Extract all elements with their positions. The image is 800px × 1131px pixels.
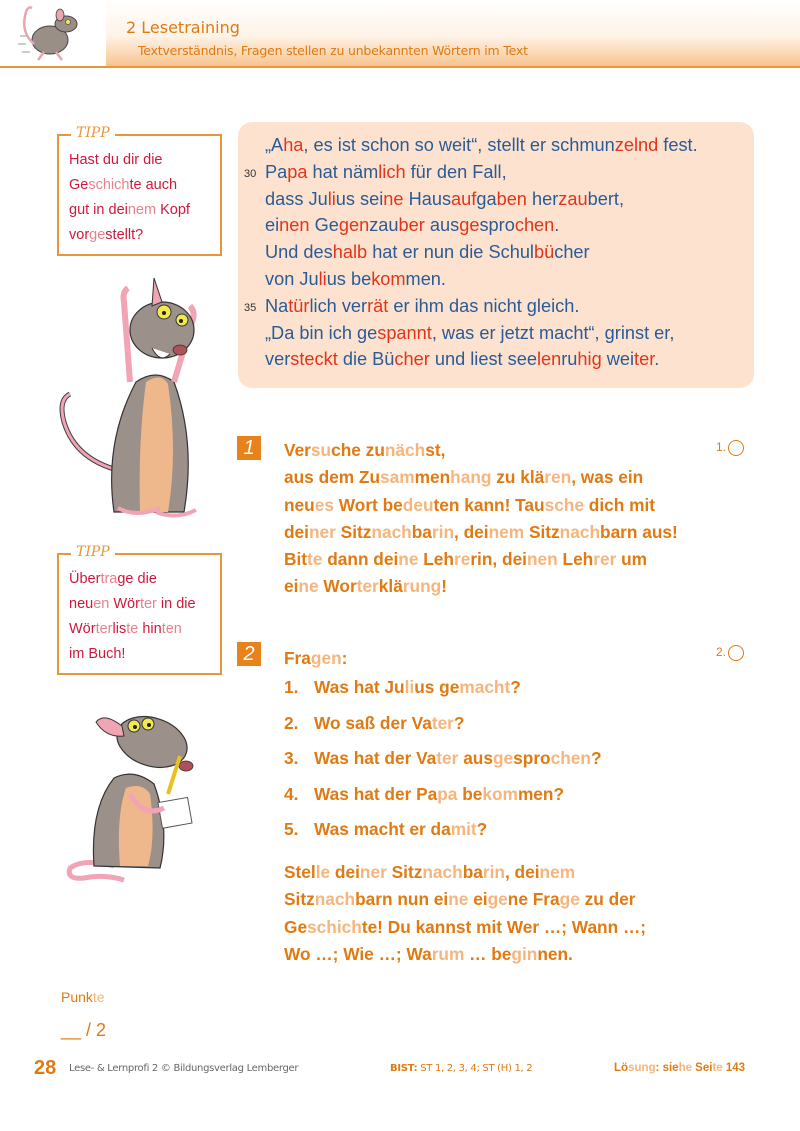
instruction-line <box>284 889 646 916</box>
bist-value: ST 1, 2, 3, 4; ST (H) 1, 2 <box>417 1063 533 1074</box>
syllable-segment: ei <box>468 889 488 910</box>
syllable-segment: us be <box>326 269 372 289</box>
task-1-score[interactable] <box>716 440 744 456</box>
story-line <box>265 269 446 290</box>
story-line <box>265 189 624 210</box>
syllable-segment: rung <box>402 576 442 597</box>
syllable-segment: im Buch! <box>69 646 126 662</box>
syllable-segment: Leh <box>418 549 454 570</box>
syllable-segment: rin <box>431 521 455 542</box>
syllable-segment: ner <box>308 521 336 542</box>
syllable-segment: er ihm das nicht gleich. <box>388 295 580 316</box>
story-line <box>265 215 559 236</box>
syllable-segment: Wör <box>69 621 96 637</box>
syllable-segment: ru <box>561 349 578 370</box>
syllable-segment: Kopf <box>156 202 190 218</box>
syllable-segment: in die <box>156 596 196 612</box>
syllable-segment: ba <box>462 862 483 882</box>
syllable-segment: nach <box>371 521 412 542</box>
syllable-segment: men. <box>405 269 446 289</box>
syllable-segment: dei <box>284 521 309 542</box>
score-circle-icon[interactable] <box>728 440 744 456</box>
syllable-segment: ter <box>139 596 157 612</box>
syllable-segment: aus <box>458 748 493 768</box>
syllable-segment: zu der <box>579 889 636 910</box>
instruction-line <box>284 576 678 603</box>
tipp-line <box>69 173 214 198</box>
story-text-box <box>238 122 754 388</box>
syllable-segment: Lö <box>614 1062 629 1074</box>
syllable-segment: gin <box>511 943 538 964</box>
syllable-segment: ner <box>359 862 387 882</box>
syllable-segment: sam <box>380 467 415 488</box>
syllable-segment: … be <box>464 943 512 964</box>
syllable-segment: ? <box>510 677 521 697</box>
syllable-segment: gen <box>338 215 370 236</box>
solution-reference <box>614 1062 745 1074</box>
syllable-segment: Sitz <box>335 521 372 542</box>
syllable-segment: „A <box>265 135 284 155</box>
question-number: 1. <box>284 677 299 697</box>
syllable-segment: Fra <box>284 648 311 668</box>
points-label <box>61 989 105 1005</box>
syllable-segment: re <box>453 549 471 570</box>
syllable-segment: Was macht er da <box>314 819 451 839</box>
syllable-segment: hin <box>138 621 162 637</box>
syllable-segment: barn nun ei <box>355 889 449 910</box>
writing-mouse-illustration <box>64 698 214 888</box>
syllable-segment: : sie <box>655 1062 679 1074</box>
points-value: __ / 2 <box>61 1020 107 1040</box>
syllable-segment: kom <box>371 269 406 289</box>
chapter-title: 2 Lesetraining <box>126 18 240 37</box>
syllable-segment: ge <box>559 889 580 910</box>
line-number: 35 <box>244 301 257 314</box>
syllable-segment: Wo saß der Va <box>314 712 432 733</box>
syllable-segment: neu <box>69 596 94 612</box>
task-2-score[interactable] <box>716 645 744 661</box>
syllable-segment: hat näm <box>307 161 379 182</box>
syllable-segment: Punk <box>61 989 93 1005</box>
task-2-score-label: 2. <box>716 645 727 660</box>
story-line <box>265 135 698 156</box>
syllable-segment: zau <box>558 188 588 209</box>
instruction-line <box>284 549 678 576</box>
tipp-text <box>69 148 214 248</box>
syllable-segment: steckt <box>290 349 338 370</box>
running-mouse-icon <box>6 2 102 64</box>
task-2-instruction <box>284 862 646 971</box>
syllable-segment: te <box>712 1062 723 1074</box>
syllable-segment: klä <box>378 576 403 597</box>
syllable-segment: die Bü <box>337 349 395 370</box>
syllable-segment: hang <box>450 467 492 488</box>
syllable-segment: her <box>526 188 559 209</box>
syllable-segment: ? <box>476 819 488 839</box>
syllable-segment: zau <box>369 215 399 236</box>
instruction-line <box>284 522 678 549</box>
story-line <box>265 296 579 317</box>
syllable-segment: li <box>327 188 336 209</box>
question-number: 3. <box>284 748 299 768</box>
syllable-segment: men? <box>517 783 565 804</box>
task-number-badge-2: 2 <box>237 642 261 666</box>
syllable-segment: ne <box>448 889 469 910</box>
page-number: 28 <box>34 1057 57 1079</box>
syllable-segment: ei <box>284 576 299 597</box>
story-line <box>265 162 507 183</box>
syllable-segment: ge <box>492 748 514 768</box>
syllable-segment: ten kann! Tau <box>433 494 545 515</box>
syllable-segment: tra <box>100 571 118 587</box>
syllable-segment: te! Du kannst mit Wer …; Wann …; <box>361 916 646 937</box>
syllable-segment: Hast du dir die <box>69 152 163 168</box>
syllable-segment: te <box>92 989 105 1005</box>
task-1-score-label: 1. <box>716 440 727 455</box>
syllable-segment: für den Fall, <box>405 161 507 182</box>
syllable-segment: Bit <box>284 549 308 570</box>
syllable-segment: nem <box>127 202 157 218</box>
instruction-line <box>284 944 646 971</box>
syllable-segment: Wort be <box>333 494 403 515</box>
syllable-segment: Ge <box>69 177 89 193</box>
tipp-line <box>69 567 214 592</box>
syllable-segment: Wo …; Wie …; Wa <box>284 943 432 964</box>
syllable-segment: dass Ju <box>265 188 328 209</box>
syllable-segment: chen <box>514 215 555 236</box>
syllable-segment: gut in dei <box>69 202 128 218</box>
syllable-segment: ter <box>356 576 379 597</box>
syllable-segment: schich <box>88 177 130 193</box>
tipp-line <box>69 642 214 667</box>
syllable-segment: nem <box>488 521 525 542</box>
syllable-segment: „Da bin ich ge <box>265 322 378 343</box>
syllable-segment: hig <box>577 349 602 370</box>
syllable-segment: Sitz <box>284 889 315 910</box>
syllable-segment: deu <box>402 494 434 515</box>
syllable-segment: dei <box>330 862 360 882</box>
syllable-segment: 143 <box>722 1062 746 1074</box>
syllable-segment: Leh <box>557 549 594 570</box>
syllable-segment: hat er nun die Schul <box>367 242 534 263</box>
syllable-segment: lis <box>112 621 127 637</box>
syllable-segment: um <box>616 549 648 570</box>
header-divider <box>0 66 800 68</box>
syllable-segment: te <box>307 549 323 570</box>
syllable-segment: be <box>457 783 483 804</box>
syllable-segment: es <box>314 494 334 515</box>
syllable-segment: schich <box>307 916 362 937</box>
syllable-segment: le <box>315 862 331 882</box>
syllable-segment: us ge <box>414 677 460 697</box>
syllable-segment: sung <box>628 1062 656 1074</box>
instruction-line <box>284 467 678 494</box>
syllable-segment: die <box>133 571 157 587</box>
instruction-line <box>284 862 646 889</box>
syllable-segment: Wor <box>318 576 357 597</box>
syllable-segment: te <box>126 621 139 637</box>
syllable-segment: en <box>93 596 110 612</box>
tipp-line <box>69 148 214 173</box>
story-line <box>265 323 674 344</box>
syllable-segment: Sitz <box>524 521 560 542</box>
syllable-segment: rin, dei <box>470 549 527 570</box>
question-item <box>284 748 602 784</box>
syllable-segment: Ver <box>284 440 311 460</box>
syllable-segment: nach <box>422 862 463 882</box>
syllable-segment: ha <box>283 135 304 155</box>
syllable-segment: zelnd <box>614 135 659 155</box>
syllable-segment: rum <box>431 943 465 964</box>
syllable-segment: . <box>654 349 660 370</box>
syllable-segment: nen. <box>537 943 573 964</box>
syllable-segment: Ge <box>309 215 339 236</box>
tipp-line <box>69 223 214 248</box>
syllable-segment: Über <box>69 571 101 587</box>
syllable-segment: aus dem Zu <box>284 467 381 488</box>
syllable-segment: macht <box>459 677 511 697</box>
question-number: 5. <box>284 819 299 839</box>
syllable-segment: lich <box>378 161 406 182</box>
syllable-segment: fest. <box>658 135 698 155</box>
tipp-label: TIPP <box>71 125 115 141</box>
syllable-segment: ne Fra <box>507 889 560 910</box>
syllable-segment: rer <box>593 549 617 570</box>
syllable-segment: bü <box>533 242 555 263</box>
syllable-segment: wei <box>601 349 635 370</box>
syllable-segment: li <box>404 677 415 697</box>
syllable-segment: kom <box>482 783 518 804</box>
bist-standards <box>390 1063 532 1074</box>
syllable-segment: sche <box>544 494 584 515</box>
question-item <box>284 713 602 749</box>
question-number: 4. <box>284 783 299 804</box>
syllable-segment: li <box>318 269 327 289</box>
question-number: 2. <box>284 712 299 733</box>
score-circle-icon[interactable] <box>728 645 744 661</box>
syllable-segment: , dei <box>504 862 540 882</box>
syllable-segment: cher <box>394 349 430 370</box>
syllable-segment: , es ist schon so weit“, stellt er schmun <box>303 135 615 155</box>
syllable-segment: , was er jetzt macht“, grinst er, <box>431 322 675 343</box>
instruction-line <box>284 440 678 467</box>
syllable-segment: ba <box>411 521 432 542</box>
tipp-box-1 <box>57 125 222 256</box>
syllable-segment: lich ver <box>309 295 368 316</box>
question-item <box>284 784 602 820</box>
syllable-segment: cher <box>554 242 590 263</box>
syllable-segment: ne <box>298 576 319 597</box>
syllable-segment: Ge <box>284 916 308 937</box>
page-header <box>0 0 800 68</box>
syllable-segment: gen <box>310 648 342 668</box>
syllable-segment: ! <box>441 576 447 597</box>
syllable-segment: ge <box>117 571 134 587</box>
syllable-segment: ? <box>453 712 465 733</box>
syllable-segment: . <box>554 215 560 236</box>
syllable-segment: te auch <box>129 177 178 193</box>
syllable-segment: , dei <box>454 521 489 542</box>
syllable-segment: ver <box>265 349 291 370</box>
syllable-segment: us sei <box>335 188 384 209</box>
syllable-segment: st, <box>425 440 446 460</box>
syllable-segment: he <box>678 1062 692 1074</box>
task-2-heading <box>284 648 347 669</box>
scared-mouse-illustration <box>56 272 226 524</box>
syllable-segment: Sei <box>691 1062 713 1074</box>
syllable-segment: Haus <box>403 188 452 209</box>
syllable-segment: nach <box>559 521 601 542</box>
syllable-segment: rät <box>367 295 389 316</box>
tipp-line <box>69 198 214 223</box>
syllable-segment: chen <box>550 748 591 768</box>
syllable-segment: nem <box>539 862 576 882</box>
syllable-segment: pa <box>287 161 308 182</box>
syllable-segment: ren <box>544 467 572 488</box>
syllable-segment: Was hat Ju <box>314 677 405 697</box>
syllable-segment: ter <box>436 748 459 768</box>
syllable-segment: ne <box>398 549 419 570</box>
tipp-text <box>69 567 214 667</box>
syllable-segment: : <box>341 648 348 668</box>
task-1-instruction <box>284 440 678 604</box>
syllable-segment: dann dei <box>322 549 399 570</box>
syllable-segment: Wör <box>109 596 140 612</box>
publisher-credit: Lese- & Lernprofi 2 © Bildungsverlag Lemberger <box>69 1063 299 1074</box>
syllable-segment: pa <box>437 783 458 804</box>
syllable-segment: su <box>310 440 332 460</box>
task-number-badge-1: 1 <box>237 436 261 460</box>
syllable-segment: ben <box>496 188 527 209</box>
syllable-segment: ei <box>265 215 280 236</box>
story-line <box>265 242 590 263</box>
bist-label: BIST: <box>390 1063 418 1074</box>
syllable-segment: Pa <box>265 161 288 182</box>
syllable-segment: und liest see <box>429 349 537 370</box>
syllable-segment: ? <box>590 748 602 768</box>
syllable-segment: men <box>414 467 451 488</box>
syllable-segment: barn aus! <box>600 521 678 542</box>
syllable-segment: ge <box>89 227 106 243</box>
question-list <box>284 677 602 855</box>
line-number: 30 <box>244 167 257 180</box>
syllable-segment: halb <box>332 242 368 263</box>
syllable-segment: che zu <box>331 440 385 460</box>
instruction-line <box>284 495 678 522</box>
syllable-segment: rin <box>482 862 505 882</box>
syllable-segment: Was hat der Va <box>314 748 437 768</box>
syllable-segment: von Ju <box>265 269 319 289</box>
tipp-line <box>69 617 214 642</box>
syllable-segment: ten <box>161 621 182 637</box>
page-footer <box>0 1055 800 1079</box>
syllable-segment: ter <box>634 349 655 370</box>
tipp-label: TIPP <box>71 544 115 560</box>
syllable-segment: mit <box>450 819 477 839</box>
syllable-segment: ter <box>431 712 454 733</box>
syllable-segment: bert, <box>587 188 625 209</box>
syllable-segment: ter <box>95 621 113 637</box>
syllable-segment: nen <box>526 549 558 570</box>
syllable-segment: spro <box>513 748 551 768</box>
syllable-segment: len <box>536 349 562 370</box>
syllable-segment: , was ein <box>571 467 644 488</box>
story-line <box>265 349 659 370</box>
syllable-segment: ber <box>398 215 425 236</box>
tipp-line <box>69 592 214 617</box>
syllable-segment: vor <box>69 227 90 243</box>
syllable-segment: auf <box>451 188 477 209</box>
instruction-line <box>284 917 646 944</box>
syllable-segment: ga <box>476 188 497 209</box>
syllable-segment: stellt? <box>105 227 144 243</box>
syllable-segment: Sitz <box>386 862 423 882</box>
syllable-segment: aus <box>424 215 460 236</box>
syllable-segment: ge <box>487 889 508 910</box>
tipp-box-2 <box>57 544 222 675</box>
syllable-segment: Was hat der Pa <box>314 783 438 804</box>
question-item <box>284 677 602 713</box>
syllable-segment: Na <box>265 295 289 316</box>
syllable-segment: spro <box>479 215 515 236</box>
question-item <box>284 819 602 855</box>
syllable-segment: dich mit <box>583 494 656 515</box>
syllable-segment: neu <box>284 494 315 515</box>
chapter-subtitle: Textverständnis, Fragen stellen zu unbekannten Wörtern im Text <box>138 43 528 58</box>
syllable-segment: ge <box>459 215 480 236</box>
syllable-segment: ne <box>383 188 404 209</box>
syllable-segment: nach <box>314 889 356 910</box>
syllable-segment: spannt <box>377 322 432 343</box>
syllable-segment: Und des <box>265 242 333 263</box>
syllable-segment: nen <box>279 215 310 236</box>
syllable-segment: tür <box>288 295 310 316</box>
syllable-segment: zu klä <box>491 467 545 488</box>
syllable-segment: näch <box>384 440 426 460</box>
syllable-segment: Stel <box>284 862 316 882</box>
